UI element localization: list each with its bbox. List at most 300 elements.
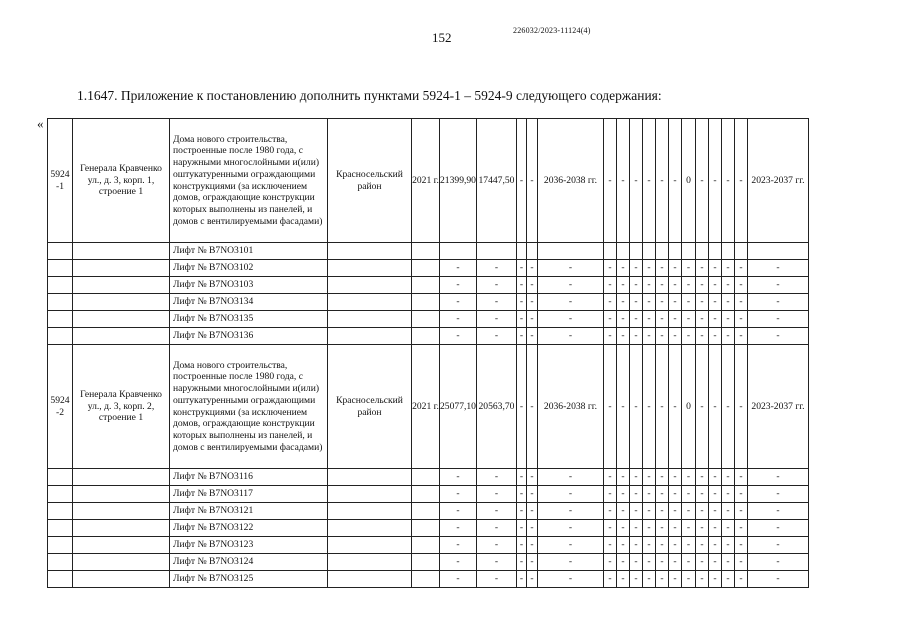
lift-cell: - xyxy=(721,486,734,503)
lift-cell: - xyxy=(526,486,537,503)
lift-cell: - xyxy=(616,554,629,571)
record-cell: - xyxy=(708,345,721,469)
lift-cell: - xyxy=(516,469,526,486)
record-cell: - xyxy=(526,345,537,469)
lift-cell: - xyxy=(476,469,516,486)
empty-cell xyxy=(412,294,440,311)
lift-cell: - xyxy=(516,571,526,588)
empty-cell xyxy=(412,571,440,588)
record-cell: 0 xyxy=(681,345,695,469)
lift-cell: - xyxy=(708,328,721,345)
record-cell: - xyxy=(655,345,668,469)
lift-cell: - xyxy=(708,503,721,520)
lift-cell: - xyxy=(526,311,537,328)
lift-cell: - xyxy=(695,328,708,345)
lift-cell: - xyxy=(537,294,603,311)
lift-cell: - xyxy=(668,277,681,294)
lift-cell xyxy=(721,243,734,260)
lift-cell: - xyxy=(681,311,695,328)
empty-cell xyxy=(328,328,412,345)
lift-label: Лифт № В7NO3123 xyxy=(170,537,328,554)
lift-cell xyxy=(476,243,516,260)
lift-cell: - xyxy=(734,311,747,328)
lift-cell: - xyxy=(668,311,681,328)
lift-cell: - xyxy=(655,554,668,571)
record-period: 2036-2038 гг. xyxy=(537,119,603,243)
lift-cell: - xyxy=(695,520,708,537)
lift-cell: - xyxy=(526,520,537,537)
lift-cell: - xyxy=(747,469,808,486)
lift-cell: - xyxy=(526,571,537,588)
record-cell: - xyxy=(708,119,721,243)
lift-cell: - xyxy=(603,277,616,294)
record-cell: - xyxy=(655,119,668,243)
lift-cell: - xyxy=(616,537,629,554)
lift-cell: - xyxy=(734,469,747,486)
record-period: 2036-2038 гг. xyxy=(537,345,603,469)
lift-row xyxy=(48,537,809,554)
empty-cell xyxy=(73,277,170,294)
empty-cell xyxy=(73,571,170,588)
lift-label: Лифт № В7NO3134 xyxy=(170,294,328,311)
lift-cell: - xyxy=(629,311,642,328)
lift-row xyxy=(48,260,809,277)
lift-cell: - xyxy=(747,486,808,503)
lift-cell: - xyxy=(526,503,537,520)
lift-cell: - xyxy=(537,503,603,520)
lift-cell: - xyxy=(629,328,642,345)
lift-row xyxy=(48,520,809,537)
record-area-total: 25077,10 xyxy=(440,345,477,469)
lift-cell: - xyxy=(681,469,695,486)
lift-cell: - xyxy=(440,537,477,554)
lift-cell: - xyxy=(668,328,681,345)
lift-cell: - xyxy=(629,469,642,486)
empty-cell xyxy=(73,520,170,537)
lift-cell: - xyxy=(642,571,655,588)
lift-cell: - xyxy=(668,503,681,520)
lift-cell: - xyxy=(537,469,603,486)
lift-cell: - xyxy=(603,537,616,554)
lift-cell: - xyxy=(629,554,642,571)
lift-cell: - xyxy=(516,537,526,554)
lift-row xyxy=(48,571,809,588)
empty-cell xyxy=(48,520,73,537)
lift-cell: - xyxy=(655,294,668,311)
empty-cell xyxy=(328,537,412,554)
empty-cell xyxy=(73,503,170,520)
lift-cell: - xyxy=(629,537,642,554)
lift-cell: - xyxy=(681,328,695,345)
lift-cell: - xyxy=(476,571,516,588)
record-cell: - xyxy=(668,119,681,243)
lift-cell: - xyxy=(616,486,629,503)
lift-cell: - xyxy=(708,277,721,294)
table-body xyxy=(48,119,809,588)
lift-cell: - xyxy=(537,311,603,328)
record-id: 5924 -1 xyxy=(48,119,73,243)
record-description: Дома нового строительства, построенные после 1980 года, с наружными многослойными и(или) оштукатуренными ограждающими конструкциями (за исключением домов, ограждающие конструкции которых выполнены из панелей, и домов с вентилируемыми фасадами) xyxy=(170,345,328,469)
lift-cell: - xyxy=(476,311,516,328)
lift-cell: - xyxy=(603,520,616,537)
lift-cell: - xyxy=(537,328,603,345)
lift-cell xyxy=(734,243,747,260)
lift-cell: - xyxy=(721,311,734,328)
page-number: 152 xyxy=(432,30,452,45)
record-cell: - xyxy=(642,345,655,469)
lift-cell: - xyxy=(734,571,747,588)
lift-cell: - xyxy=(526,537,537,554)
lift-cell: - xyxy=(695,260,708,277)
lift-cell: - xyxy=(642,277,655,294)
lift-cell: - xyxy=(721,328,734,345)
lift-cell: - xyxy=(734,328,747,345)
lift-cell: - xyxy=(440,520,477,537)
empty-cell xyxy=(73,260,170,277)
record-cell: - xyxy=(629,119,642,243)
lift-cell xyxy=(629,243,642,260)
lift-cell: - xyxy=(440,503,477,520)
lift-cell: - xyxy=(734,503,747,520)
empty-cell xyxy=(412,503,440,520)
lift-cell: - xyxy=(668,486,681,503)
lift-cell: - xyxy=(616,260,629,277)
lift-cell: - xyxy=(747,277,808,294)
lift-cell: - xyxy=(655,277,668,294)
lift-row xyxy=(48,277,809,294)
lift-cell: - xyxy=(526,260,537,277)
lift-cell: - xyxy=(668,571,681,588)
lift-cell: - xyxy=(721,571,734,588)
lift-cell xyxy=(681,243,695,260)
record-id: 5924 -2 xyxy=(48,345,73,469)
lift-cell: - xyxy=(655,537,668,554)
lift-cell: - xyxy=(734,554,747,571)
lift-cell: - xyxy=(681,486,695,503)
empty-cell xyxy=(412,243,440,260)
lift-cell: - xyxy=(695,294,708,311)
lift-cell: - xyxy=(616,311,629,328)
lift-cell xyxy=(695,243,708,260)
lift-cell: - xyxy=(603,554,616,571)
lift-cell: - xyxy=(440,486,477,503)
lift-label: Лифт № В7NO3116 xyxy=(170,469,328,486)
lift-cell: - xyxy=(721,537,734,554)
lift-cell: - xyxy=(440,554,477,571)
lift-cell: - xyxy=(747,520,808,537)
empty-cell xyxy=(48,571,73,588)
lift-cell: - xyxy=(516,260,526,277)
empty-cell xyxy=(48,469,73,486)
lift-label: Лифт № В7NO3122 xyxy=(170,520,328,537)
lift-cell: - xyxy=(668,554,681,571)
lift-cell: - xyxy=(655,571,668,588)
empty-cell xyxy=(48,311,73,328)
empty-cell xyxy=(48,277,73,294)
empty-cell xyxy=(328,243,412,260)
lift-cell: - xyxy=(537,537,603,554)
empty-cell xyxy=(328,294,412,311)
empty-cell xyxy=(328,486,412,503)
record-cell: - xyxy=(629,345,642,469)
lift-cell: - xyxy=(695,469,708,486)
record-cell: - xyxy=(721,345,734,469)
lift-cell: - xyxy=(516,503,526,520)
lift-row xyxy=(48,243,809,260)
lift-cell: - xyxy=(516,311,526,328)
lift-cell: - xyxy=(747,328,808,345)
empty-cell xyxy=(412,260,440,277)
lift-label: Лифт № В7NO3121 xyxy=(170,503,328,520)
lift-row xyxy=(48,469,809,486)
lift-cell: - xyxy=(708,260,721,277)
lift-cell: - xyxy=(642,328,655,345)
record-cell: - xyxy=(516,345,526,469)
lift-cell: - xyxy=(734,520,747,537)
record-cell: - xyxy=(616,345,629,469)
lift-cell: - xyxy=(616,328,629,345)
lift-cell: - xyxy=(681,571,695,588)
lift-cell: - xyxy=(642,469,655,486)
record-address: Генерала Кравченко ул., д. 3, корп. 1, строение 1 xyxy=(73,119,170,243)
lift-cell xyxy=(440,243,477,260)
lift-cell: - xyxy=(537,554,603,571)
lift-cell: - xyxy=(642,260,655,277)
record-cell: - xyxy=(695,119,708,243)
lift-cell: - xyxy=(629,260,642,277)
lift-cell: - xyxy=(526,294,537,311)
empty-cell xyxy=(412,469,440,486)
lift-cell xyxy=(642,243,655,260)
record-cell: - xyxy=(516,119,526,243)
document-code: 226032/2023-11124(4) xyxy=(513,26,591,35)
record-area-total: 21399,90 xyxy=(440,119,477,243)
lift-cell: - xyxy=(642,311,655,328)
lift-cell: - xyxy=(516,554,526,571)
record-district: Красносельский район xyxy=(328,119,412,243)
record-cell: - xyxy=(695,345,708,469)
lift-cell: - xyxy=(708,571,721,588)
record-area-living: 17447,50 xyxy=(476,119,516,243)
record-cell: - xyxy=(642,119,655,243)
lift-cell: - xyxy=(476,554,516,571)
lift-cell: - xyxy=(695,311,708,328)
lift-cell: - xyxy=(440,260,477,277)
lift-cell: - xyxy=(655,486,668,503)
empty-cell xyxy=(48,554,73,571)
lift-cell: - xyxy=(440,277,477,294)
lift-cell: - xyxy=(603,571,616,588)
lift-row xyxy=(48,554,809,571)
record-address: Генерала Кравченко ул., д. 3, корп. 2, строение 1 xyxy=(73,345,170,469)
lift-cell: - xyxy=(476,277,516,294)
section-heading: 1.1647. Приложение к постановлению дополнить пунктами 5924-1 – 5924-9 следующего содержания: xyxy=(77,88,662,103)
lift-cell: - xyxy=(721,260,734,277)
empty-cell xyxy=(73,243,170,260)
lift-cell: - xyxy=(526,328,537,345)
lift-cell: - xyxy=(440,294,477,311)
empty-cell xyxy=(48,537,73,554)
empty-cell xyxy=(328,311,412,328)
lift-cell: - xyxy=(695,277,708,294)
record-district: Красносельский район xyxy=(328,345,412,469)
lift-cell: - xyxy=(642,503,655,520)
lift-row xyxy=(48,328,809,345)
lift-cell: - xyxy=(734,277,747,294)
lift-cell: - xyxy=(516,277,526,294)
lift-cell: - xyxy=(603,328,616,345)
empty-cell xyxy=(328,469,412,486)
lift-cell: - xyxy=(721,469,734,486)
empty-cell xyxy=(48,486,73,503)
record-end-period: 2023-2037 гг. xyxy=(747,119,808,243)
lift-cell: - xyxy=(681,260,695,277)
empty-cell xyxy=(48,503,73,520)
lift-cell: - xyxy=(708,520,721,537)
lift-cell: - xyxy=(440,469,477,486)
empty-cell xyxy=(48,328,73,345)
lift-cell: - xyxy=(642,520,655,537)
lift-row xyxy=(48,486,809,503)
lift-cell: - xyxy=(603,311,616,328)
lift-cell: - xyxy=(681,520,695,537)
lift-cell: - xyxy=(476,294,516,311)
lift-cell: - xyxy=(516,328,526,345)
record-end-period: 2023-2037 гг. xyxy=(747,345,808,469)
lift-cell: - xyxy=(629,520,642,537)
lift-cell: - xyxy=(642,294,655,311)
empty-cell xyxy=(412,486,440,503)
lift-label: Лифт № В7NO3135 xyxy=(170,311,328,328)
lift-cell: - xyxy=(537,571,603,588)
lift-cell: - xyxy=(616,571,629,588)
empty-cell xyxy=(73,328,170,345)
lift-cell: - xyxy=(747,503,808,520)
lift-cell: - xyxy=(747,571,808,588)
lift-cell xyxy=(603,243,616,260)
lift-cell: - xyxy=(681,554,695,571)
lift-cell: - xyxy=(616,469,629,486)
lift-cell: - xyxy=(721,294,734,311)
lift-cell: - xyxy=(708,469,721,486)
record-cell: - xyxy=(668,345,681,469)
lift-label: Лифт № В7NO3125 xyxy=(170,571,328,588)
lift-label: Лифт № В7NO3124 xyxy=(170,554,328,571)
lift-cell: - xyxy=(440,311,477,328)
lift-cell: - xyxy=(655,311,668,328)
lift-row xyxy=(48,503,809,520)
lift-cell: - xyxy=(695,486,708,503)
empty-cell xyxy=(412,328,440,345)
lift-cell: - xyxy=(747,554,808,571)
empty-cell xyxy=(328,520,412,537)
lift-cell: - xyxy=(695,503,708,520)
record-area-living: 20563,70 xyxy=(476,345,516,469)
lift-cell: - xyxy=(476,328,516,345)
lift-cell: - xyxy=(537,520,603,537)
empty-cell xyxy=(73,294,170,311)
lift-cell: - xyxy=(476,520,516,537)
empty-cell xyxy=(48,260,73,277)
record-cell: - xyxy=(721,119,734,243)
lift-cell: - xyxy=(476,503,516,520)
lift-cell: - xyxy=(629,294,642,311)
lift-cell: - xyxy=(616,520,629,537)
buildings-table xyxy=(47,118,809,588)
lift-cell: - xyxy=(616,503,629,520)
lift-cell: - xyxy=(537,486,603,503)
lift-cell: - xyxy=(695,571,708,588)
lift-cell: - xyxy=(537,260,603,277)
lift-cell: - xyxy=(655,503,668,520)
lift-cell: - xyxy=(681,503,695,520)
lift-row xyxy=(48,294,809,311)
lift-cell: - xyxy=(526,277,537,294)
empty-cell xyxy=(412,520,440,537)
empty-cell xyxy=(412,554,440,571)
lift-cell: - xyxy=(476,537,516,554)
lift-row xyxy=(48,311,809,328)
lift-cell: - xyxy=(603,260,616,277)
lift-cell: - xyxy=(603,503,616,520)
lift-cell: - xyxy=(440,571,477,588)
record-cell: - xyxy=(603,119,616,243)
lift-cell: - xyxy=(734,260,747,277)
lift-cell xyxy=(526,243,537,260)
record-description: Дома нового строительства, построенные после 1980 года, с наружными многослойными и(или) оштукатуренными ограждающими конструкциями (за исключением домов, ограждающие конструкции которых выполнены из панелей, и домов с вентилируемыми фасадами) xyxy=(170,119,328,243)
empty-cell xyxy=(328,571,412,588)
empty-cell xyxy=(73,554,170,571)
lift-cell: - xyxy=(721,277,734,294)
empty-cell xyxy=(412,311,440,328)
lift-cell: - xyxy=(642,554,655,571)
lift-cell: - xyxy=(655,520,668,537)
record-cell: - xyxy=(616,119,629,243)
lift-cell: - xyxy=(526,554,537,571)
lift-cell xyxy=(516,243,526,260)
empty-cell xyxy=(73,537,170,554)
empty-cell xyxy=(328,503,412,520)
lift-cell: - xyxy=(668,469,681,486)
empty-cell xyxy=(73,486,170,503)
lift-cell: - xyxy=(516,520,526,537)
lift-cell: - xyxy=(642,486,655,503)
lift-cell: - xyxy=(747,537,808,554)
lift-cell: - xyxy=(747,311,808,328)
lift-cell xyxy=(655,243,668,260)
lift-cell: - xyxy=(721,554,734,571)
lift-cell: - xyxy=(708,486,721,503)
lift-cell: - xyxy=(708,537,721,554)
lift-label: Лифт № В7NO3117 xyxy=(170,486,328,503)
lift-cell: - xyxy=(721,520,734,537)
lift-cell: - xyxy=(476,486,516,503)
lift-cell: - xyxy=(734,486,747,503)
empty-cell xyxy=(328,554,412,571)
lift-label: Лифт № В7NO3136 xyxy=(170,328,328,345)
lift-cell: - xyxy=(655,328,668,345)
lift-label: Лифт № В7NO3103 xyxy=(170,277,328,294)
lift-cell: - xyxy=(642,537,655,554)
lift-cell: - xyxy=(668,520,681,537)
record-cell: - xyxy=(734,345,747,469)
table-row xyxy=(48,345,809,469)
table-row xyxy=(48,119,809,243)
empty-cell xyxy=(412,537,440,554)
record-cell: 0 xyxy=(681,119,695,243)
lift-cell: - xyxy=(747,260,808,277)
empty-cell xyxy=(73,469,170,486)
